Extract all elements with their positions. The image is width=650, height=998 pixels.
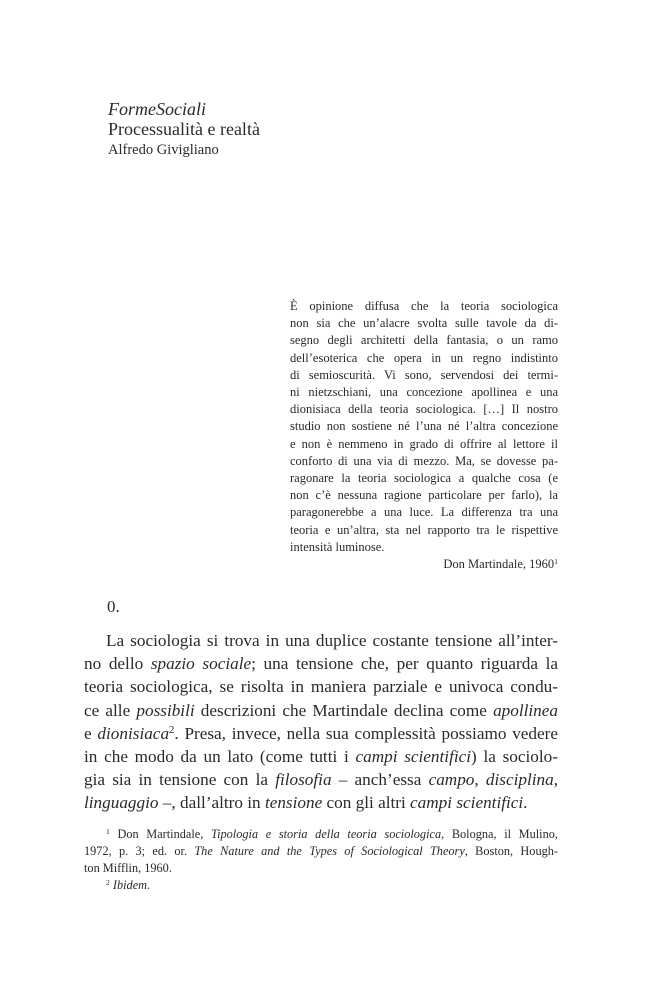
epigraph-line: teoria e un’altra, sta nel rapporto tra le rispettive [290,522,558,537]
chapter-header [108,99,260,160]
body-line: La sociologia si trova in una duplice costante tensione all’inter- [106,631,558,650]
footnote-2: $^2$ Ibidem. [106,877,151,892]
footnote-ref[interactable]: 1 [554,556,558,566]
footnotes [84,826,558,894]
epigraph-line: studio non sostiene né l’una né l’altra concezione [290,419,558,434]
author-name: Alfredo Givigliano [108,142,219,158]
epigraph [290,298,558,573]
epigraph-line: non c’è nessuna ragione particolare per farlo), la [290,488,558,503]
epigraph-line: intensità luminose. [290,539,385,554]
attribution-text: Don Martindale, 1960 [443,557,555,572]
series-title: FormeSociali [108,99,206,119]
body-line: no dello spazio sociale; una tensione che, per quanto riguarda la [84,654,558,674]
body-line: in che modo da un lato (come tutti i campi scientifici) la sociolo- [84,747,558,767]
epigraph-line: e non è nemmeno in grado di offrire al lettore il [290,436,558,451]
section-number: 0. [107,597,120,616]
footnote-ref[interactable]: 2 [169,724,175,736]
epigraph-line: dell’esoterica che opera in un regno indistinto [290,350,558,365]
footnote-1: $^1$ Don Martindale, Tipologia e storia della teoria sociologica, Bologna, il Mulino, [106,826,558,841]
footnote-1-line: ton Mifflin, 1960. [84,861,172,875]
epigraph-line: conforto di una via di mezzo. Ma, se dovesse pa- [290,453,558,468]
body-line: teoria sociologica, se risolta in maniera parziale e univoca condu- [84,677,558,697]
epigraph-line: non sia che un’alacre svolta sulle tavole da di- [290,316,558,331]
epigraph-line: di semioscurità. Vi sono, servendosi dei termi- [290,367,558,382]
body-paragraph [84,629,558,815]
epigraph-line: segno degli architetti della fantasia, o un ramo [290,333,558,348]
body-line: ce alle possibili descrizioni che Martindale declina come apollinea [84,700,558,720]
chapter-title: Processualità e realtà [108,119,260,139]
footnote-1-line: 1972, p. 3; ed. or. The Nature and the Types of Sociological Theory, Boston, Hough- [84,844,558,858]
epigraph-line: ragonare la teoria sociologica a qualche cosa (e [290,471,558,486]
epigraph-line: dionisiaca della teoria sociologica. […] Il nostro [290,402,558,417]
body-line: gia sia in tensione con la filosofia – anch’essa campo, disciplina, [84,770,558,790]
epigraph-line: È opinione diffusa che la teoria sociologica [290,299,558,313]
epigraph-line: paragonerebbe a una luce. La differenza tra una [290,505,558,520]
epigraph-attribution [290,556,558,573]
body-line: e dionisiaca$^2$. Presa, invece, nella sua complessità possiamo vedere [84,723,558,743]
epigraph-line: ni nietzschiani, una concezione apollinea e una [290,385,558,400]
body-line: linguaggio –, dall’altro in tensione con gli altri campi scientifici. [84,793,528,813]
